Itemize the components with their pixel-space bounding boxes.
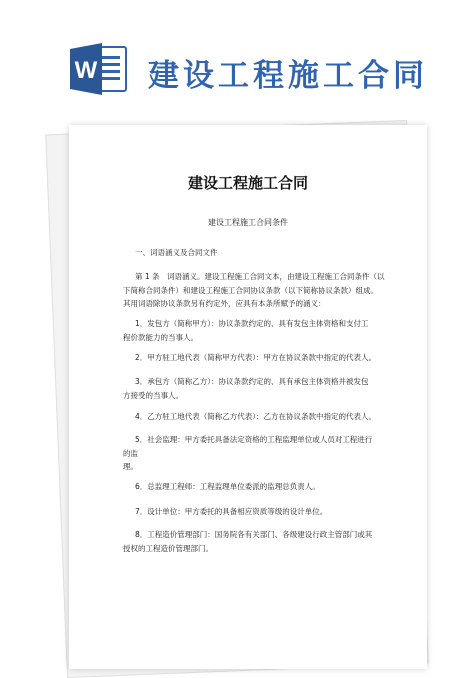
- banner-title: 建设工程施工合同: [148, 58, 428, 94]
- article-1-paragraph: 第 1 条 词语涵义。建设工程施工合同文本，由建设工程施工合同条件（以 下简称合同条件）和建设工程施工合同协议条款（以下简称协议条款）组成。 其用词语除协议条款另有约定外，应具有本条所赋予的涵义：: [123, 272, 385, 308]
- header-banner: [0, 0, 474, 118]
- definition-item-1: 1．发包方（简称甲方）：协议条款约定的、具有发包主体资格和支付工 程价款能力的当事人。: [123, 319, 369, 342]
- section-heading: 一、词语涵义及合同文件: [135, 248, 218, 257]
- document-page: [69, 125, 427, 669]
- word-logo-icon: [70, 43, 128, 95]
- definition-item-3: 3．承包方（简称乙方）：协议条款约定的、具有承包主体资格并被发包 方接受的当事人。: [123, 377, 369, 400]
- logo-letter: W: [74, 57, 98, 84]
- document-title: 建设工程施工合同: [187, 174, 308, 192]
- definition-item-5: 5．社会监理：甲方委托具备法定资格的工程监理单位或人员对工程进行 的监 理。: [123, 435, 373, 471]
- definition-item-4: 4．乙方驻工地代表（简称乙方代表）：乙方在协议条款中指定的代表人。: [135, 412, 377, 421]
- definition-item-2: 2．甲方驻工地代表（简称甲方代表）：甲方在协议条款中指定的代表人。: [135, 353, 377, 362]
- definition-item-7: 7．设计单位：甲方委托的具备相应资质等级的设计单位。: [135, 507, 328, 516]
- definition-item-8: 8．工程造价管理部门：国务院各有关部门、各级建设行政主管部门或其 授权的工程造价管理部门。: [123, 530, 373, 553]
- document-subtitle: 建设工程施工合同条件: [208, 218, 288, 227]
- definition-item-6: 6．总监理工程师：工程监理单位委派的监理总负责人。: [135, 482, 320, 491]
